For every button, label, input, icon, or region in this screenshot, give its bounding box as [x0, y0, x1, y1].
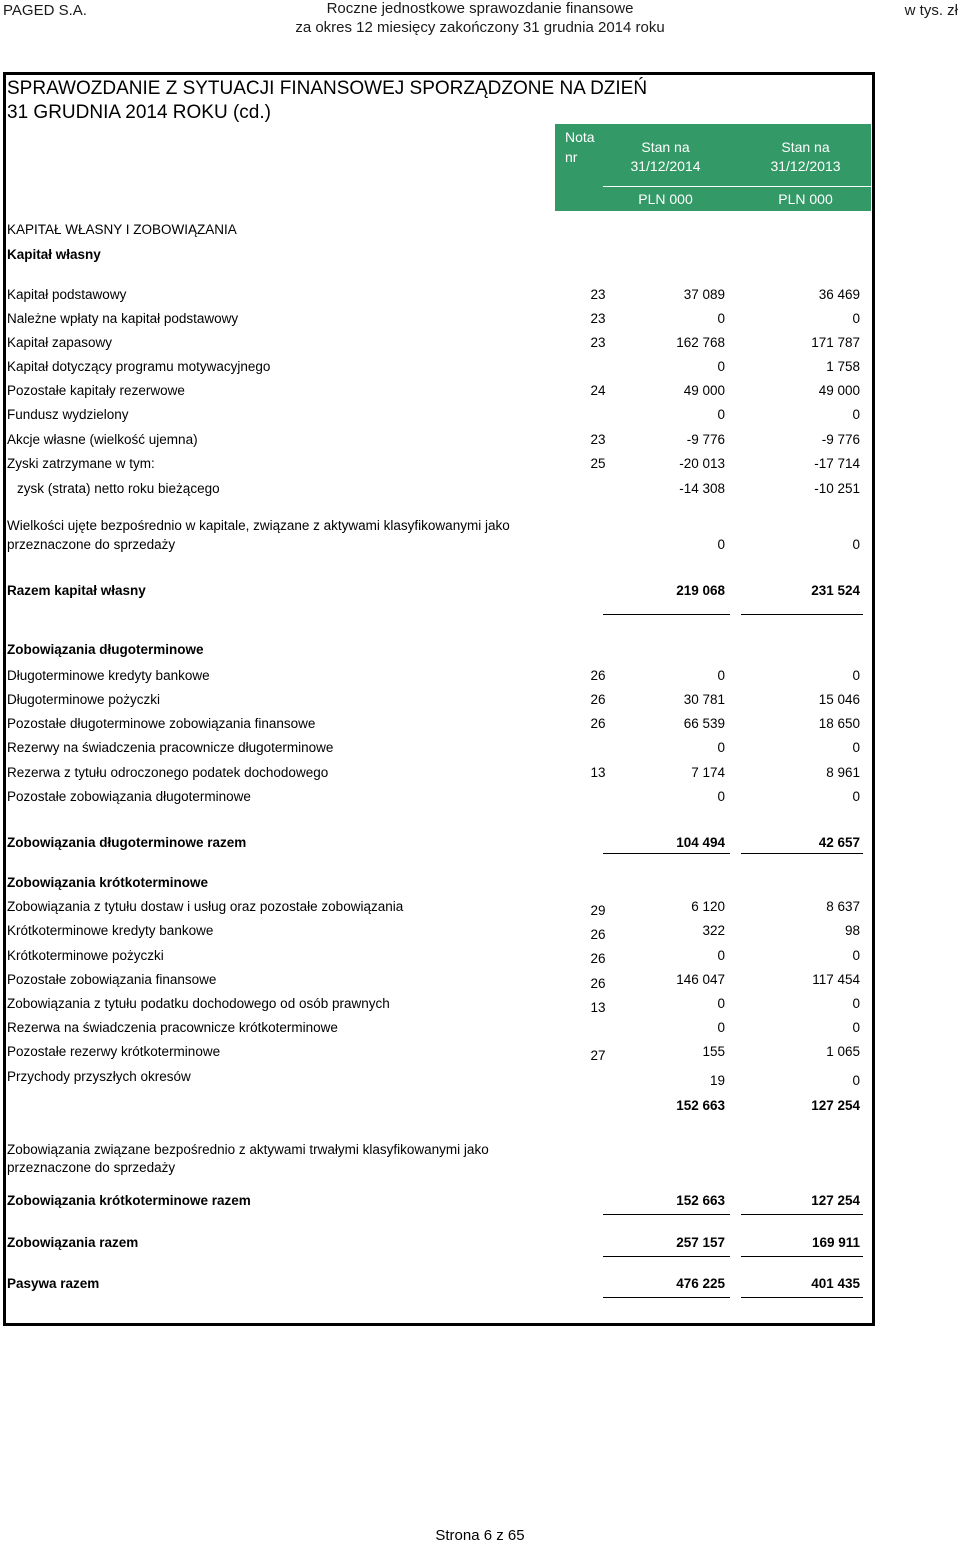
- row-value-2013: 0: [852, 407, 860, 422]
- equity-held-for-sale-line1: Wielkości ujęte bezpośrednio w kapitale, związane z aktywami klasyfikowanymi jako: [7, 518, 510, 533]
- row-nota: 27: [590, 1048, 606, 1063]
- header-separator: [603, 186, 871, 187]
- total-underline: [603, 1214, 730, 1215]
- row-label: Fundusz wydzielony: [7, 407, 129, 422]
- short-term-total-2014: 152 663: [676, 1193, 725, 1208]
- row-value-2014: 37 089: [683, 287, 725, 302]
- section-heading: KAPITAŁ WŁASNY I ZOBOWIĄZANIA: [7, 222, 237, 237]
- row-value-2014: 66 539: [683, 716, 725, 731]
- row-value-2014: 322: [702, 923, 725, 938]
- row-nota: 23: [590, 335, 606, 350]
- row-value-2013: 49 000: [818, 383, 860, 398]
- row-value-2014: 0: [717, 407, 725, 422]
- row-label: Zobowiązania z tytułu podatku dochodowego od osób prawnych: [7, 996, 390, 1011]
- row-value-2013: 0: [852, 948, 860, 963]
- row-nota: 23: [590, 287, 606, 302]
- row-label: Pozostałe zobowiązania długoterminowe: [7, 789, 251, 804]
- unit-label: w tys. zł: [904, 2, 958, 19]
- row-value-2013: 0: [852, 1020, 860, 1035]
- col-2013-currency: PLN 000: [778, 191, 833, 207]
- row-nota: 29: [590, 903, 606, 918]
- row-label: Pozostałe kapitały rezerwowe: [7, 383, 185, 398]
- equity-total-label: Razem kapitał własny: [7, 583, 146, 598]
- row-value-2014: 0: [717, 948, 725, 963]
- total-underline: [741, 853, 863, 854]
- row-label: Rezerwy na świadczenia pracownicze długoterminowe: [7, 740, 334, 755]
- total-underline: [603, 1256, 730, 1257]
- equity-held-for-sale-2013: 0: [852, 537, 860, 552]
- row-nota: 26: [590, 716, 606, 731]
- row-nota: 26: [590, 692, 606, 707]
- row-label: Rezerwa z tytułu odroczonego podatek dochodowego: [7, 765, 329, 780]
- row-value-2013: 0: [852, 996, 860, 1011]
- short-term-total-2013: 127 254: [811, 1193, 860, 1208]
- row-value-2013: 0: [852, 740, 860, 755]
- row-value-2013: 8 637: [826, 899, 860, 914]
- row-value-2014: 0: [717, 668, 725, 683]
- row-value-2013: 0: [852, 1073, 860, 1088]
- row-label: Przychody przyszłych okresów: [7, 1069, 191, 1084]
- total-underline: [741, 1297, 863, 1298]
- row-value-2014: 49 000: [683, 383, 725, 398]
- equity-total-2013: 231 524: [811, 583, 860, 598]
- row-nota: 13: [590, 1000, 606, 1015]
- row-label: Rezerwa na świadczenia pracownicze krótkoterminowe: [7, 1020, 338, 1035]
- row-value-2013: 0: [852, 311, 860, 326]
- row-value-2013: 36 469: [818, 287, 860, 302]
- row-value-2013: 117 454: [812, 972, 860, 987]
- row-value-2013: -9 776: [821, 432, 860, 447]
- row-value-2013: -17 714: [814, 456, 860, 471]
- long-term-total-label: Zobowiązania długoterminowe razem: [7, 835, 247, 850]
- long-term-heading: Zobowiązania długoterminowe: [7, 642, 204, 657]
- row-value-2014: 0: [717, 789, 725, 804]
- row-value-2014: -9 776: [686, 432, 725, 447]
- row-nota: 23: [590, 432, 606, 447]
- row-value-2013: 0: [852, 789, 860, 804]
- column-header-nota: [555, 124, 603, 211]
- statement-title-line2: 31 GRUDNIA 2014 ROKU (cd.): [7, 102, 271, 123]
- row-label: Kapitał dotyczący programu motywacyjnego: [7, 359, 271, 374]
- row-nota: 26: [590, 927, 606, 942]
- total-underline: [603, 614, 730, 615]
- short-term-subtotal-2013: 127 254: [811, 1098, 860, 1113]
- grand-total-2014: 476 225: [676, 1276, 725, 1291]
- row-value-2014: 0: [717, 740, 725, 755]
- col-2014-currency: PLN 000: [638, 191, 693, 207]
- equity-held-for-sale-line2: przeznaczone do sprzedaży: [7, 537, 176, 552]
- row-value-2014: 19: [709, 1073, 725, 1088]
- row-value-2013: 15 046: [818, 692, 860, 707]
- row-value-2013: 18 650: [818, 716, 860, 731]
- page-number: Strona 6 z 65: [435, 1527, 525, 1544]
- nota-header-line2: nr: [565, 149, 578, 165]
- row-label: Zyski zatrzymane w tym:: [7, 456, 155, 471]
- column-headers-values: [603, 124, 871, 211]
- row-nota: 26: [590, 668, 606, 683]
- short-term-subtotal-2014: 152 663: [676, 1098, 725, 1113]
- col-2013-header-line1: Stan na: [781, 139, 830, 155]
- short-term-heading: Zobowiązania krótkoterminowe: [7, 875, 209, 890]
- company-name: PAGED S.A.: [3, 2, 87, 19]
- row-label: Akcje własne (wielkość ujemna): [7, 432, 198, 447]
- row-label: Kapitał podstawowy: [7, 287, 127, 302]
- row-value-2014: 7 174: [691, 765, 725, 780]
- row-nota: 23: [590, 311, 606, 326]
- report-title-line2: za okres 12 miesięcy zakończony 31 grudnia 2014 roku: [295, 19, 665, 36]
- row-label: Pozostałe rezerwy krótkoterminowe: [7, 1044, 221, 1059]
- row-value-2013: 0: [852, 668, 860, 683]
- row-value-2014: 162 768: [676, 335, 725, 350]
- row-nota: 24: [590, 383, 606, 398]
- row-label: Krótkoterminowe pożyczki: [7, 948, 164, 963]
- grand-total-2013: 401 435: [811, 1276, 860, 1291]
- row-label: Długoterminowe kredyty bankowe: [7, 668, 210, 683]
- row-label: Pozostałe zobowiązania finansowe: [7, 972, 217, 987]
- total-underline: [741, 1256, 863, 1257]
- row-label: zysk (strata) netto roku bieżącego: [17, 481, 220, 496]
- statement-title-line1: SPRAWOZDANIE Z SYTUACJI FINANSOWEJ SPORZĄDZONE NA DZIEŃ: [7, 78, 648, 99]
- row-label: Zobowiązania z tytułu dostaw i usług oraz pozostałe zobowiązania: [7, 899, 404, 914]
- row-value-2014: 0: [717, 311, 725, 326]
- row-label: Długoterminowe pożyczki: [7, 692, 161, 707]
- col-2014-header-line1: Stan na: [641, 139, 690, 155]
- liabilities-total-label: Zobowiązania razem: [7, 1235, 139, 1250]
- liabilities-total-2014: 257 157: [676, 1235, 725, 1250]
- col-2014-header-line2: 31/12/2014: [630, 158, 701, 174]
- nota-header-line1: Nota: [565, 129, 595, 145]
- row-label: Należne wpłaty na kapitał podstawowy: [7, 311, 239, 326]
- short-term-held-for-sale-line1: Zobowiązania związane bezpośrednio z aktywami trwałymi klasyfikowanymi jako: [7, 1142, 489, 1157]
- row-value-2013: 1 065: [826, 1044, 860, 1059]
- row-nota: 26: [590, 951, 606, 966]
- grand-total-label: Pasywa razem: [7, 1276, 100, 1291]
- equity-heading: Kapitał własny: [7, 247, 101, 262]
- row-label: Pozostałe długoterminowe zobowiązania finansowe: [7, 716, 316, 731]
- row-value-2014: 0: [717, 996, 725, 1011]
- row-label: Krótkoterminowe kredyty bankowe: [7, 923, 214, 938]
- col-2013-header-line2: 31/12/2013: [770, 158, 841, 174]
- short-term-held-for-sale-line2: przeznaczone do sprzedaży: [7, 1160, 176, 1175]
- row-nota: 25: [590, 456, 606, 471]
- row-value-2014: 155: [702, 1044, 725, 1059]
- row-value-2014: 0: [717, 359, 725, 374]
- row-label: Kapitał zapasowy: [7, 335, 113, 350]
- report-title-line1: Roczne jednostkowe sprawozdanie finansowe: [326, 0, 634, 17]
- row-value-2014: -14 308: [679, 481, 725, 496]
- row-value-2013: 171 787: [811, 335, 860, 350]
- row-value-2014: 0: [717, 1020, 725, 1035]
- equity-held-for-sale-2014: 0: [717, 537, 725, 552]
- equity-total-2014: 219 068: [676, 583, 725, 598]
- row-value-2013: -10 251: [814, 481, 860, 496]
- row-value-2013: 8 961: [826, 765, 860, 780]
- liabilities-total-2013: 169 911: [811, 1235, 860, 1250]
- total-underline: [603, 853, 730, 854]
- row-nota: 26: [590, 976, 606, 991]
- total-underline: [603, 1297, 730, 1298]
- row-value-2014: -20 013: [679, 456, 725, 471]
- row-value-2014: 146 047: [676, 972, 725, 987]
- row-value-2014: 30 781: [683, 692, 725, 707]
- total-underline: [741, 1214, 863, 1215]
- row-value-2013: 1 758: [826, 359, 860, 374]
- row-nota: 13: [590, 765, 606, 780]
- row-value-2014: 6 120: [691, 899, 725, 914]
- total-underline: [741, 614, 863, 615]
- long-term-total-2013: 42 657: [818, 835, 860, 850]
- row-value-2013: 98: [844, 923, 860, 938]
- short-term-total-label: Zobowiązania krótkoterminowe razem: [7, 1193, 251, 1208]
- long-term-total-2014: 104 494: [676, 835, 725, 850]
